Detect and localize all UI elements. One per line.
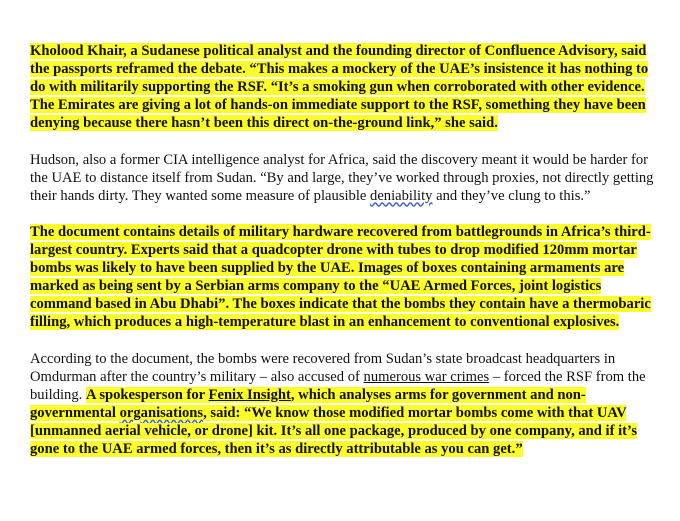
paragraph-khair-quote: [30, 42, 662, 132]
paragraph-text: According to the document, the bombs were recovered from Sudan’s state broadcast headquarters in Omdurman after the country’s military – also accused of: [30, 350, 616, 385]
highlighted-text-part: , which analyses arms for government and non-governmental: [30, 386, 586, 421]
highlighted-text: Kholood Khair, a Sudanese political analyst and the founding director of Confluence Advisory, said the passports reframed the debate. “This makes a mockery of the UAE’s insistence it has nothing to do with militarily supporting the RSF. “It’s a smoking gun when corroborated with other evidence. The Emirates are giving a lot of hands-on immediate support to the RSF, something they have been denying because there hasn’t been this direct on-the-ground link,” she said.: [30, 43, 649, 132]
link-deniability[interactable]: deniability: [370, 187, 433, 204]
paragraph-hudson-quote: [30, 151, 662, 205]
paragraph-omdurman-bombs: [30, 350, 662, 459]
paragraph-text: – forced the RSF from the building.: [30, 368, 646, 403]
link-numerous-war-crimes[interactable]: numerous war crimes: [363, 368, 490, 385]
highlighted-text: The document contains details of military hardware recovered from battlegrounds in Africa’s third-largest country. Experts said that a quadcopter drone with tubes to drop modified 120mm mortar bombs was likely to have been supplied by the UAE. Images of boxes containing armaments are marked as being sent by a Serbian arms company to the “UAE Armed Forces, joint logistics command based in Abu Dhabi”. The boxes indicate that the bombs they contain have a thermobaric filling, which produces a high-temperature blast in an enhancement to conventional explosives.: [30, 223, 651, 331]
highlighted-text: [30, 387, 637, 457]
highlighted-text-part: A spokesperson for: [85, 386, 209, 403]
paragraph-text: and they’ve clung to this.”: [432, 187, 591, 204]
link-fenix-insight[interactable]: Fenix Insight: [208, 386, 291, 403]
document-page: [30, 42, 662, 476]
spellcheck-word: organisations: [119, 404, 204, 421]
paragraph-text: Hudson, also a former CIA intelligence analyst for Africa, said the discovery meant it would be harder for the UAE to distance itself from Sudan. “By and large, they’ve worked through proxies, not directly getting their hands dirty. They wanted some measure of plausible: [30, 151, 654, 204]
highlighted-text-part: , said: “We know those modified mortar bombs come with that UAV [unmanned aerial vehicle, or drone] kit. It’s all one package, produced by one company, and if it’s gone to the UAE armed forces, then it’s as directly attributable as you can get.”: [30, 404, 638, 458]
paragraph-military-hardware: [30, 223, 662, 332]
